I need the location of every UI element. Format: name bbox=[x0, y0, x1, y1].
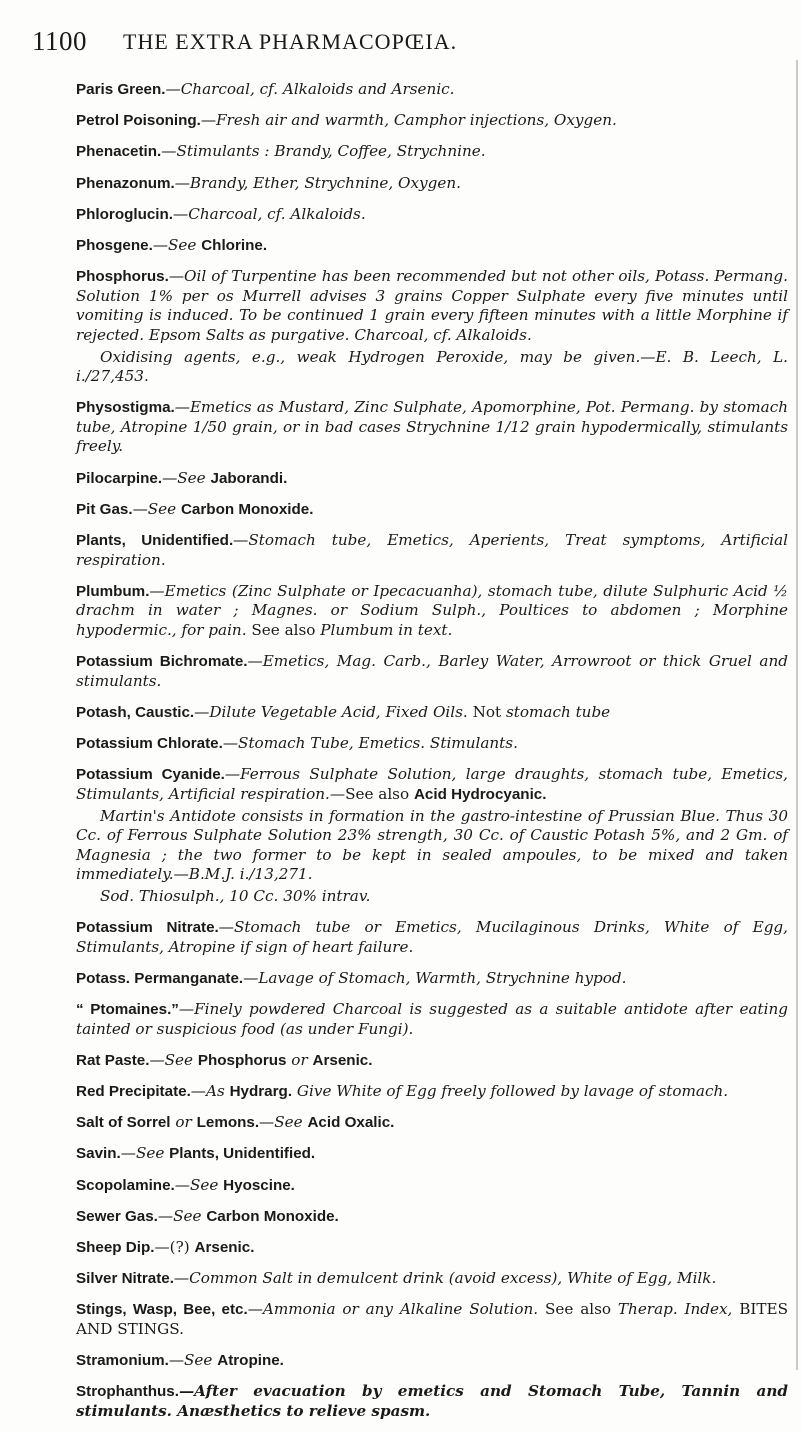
entry-term: Scopolamine. bbox=[76, 1176, 175, 1194]
entry-term: Sheep Dip. bbox=[76, 1238, 155, 1256]
entry-text: —Common Salt in demulcent drink (avoid excess), White of Egg, Milk. bbox=[173, 1269, 717, 1288]
entry-potash-caustic bbox=[76, 703, 788, 723]
entry-text: —Dilute Vegetable Acid, Fixed Oils. bbox=[194, 702, 468, 721]
entry-see-also: See also bbox=[544, 1300, 612, 1319]
entry-term: Petrol Poisoning. bbox=[76, 112, 201, 130]
entry-text: —See bbox=[168, 1351, 213, 1370]
entry-text: —After evacuation by emetics and Stomach Tube, Tannin and stimulants. Anæsthetics to relieve spasm. bbox=[76, 1382, 788, 1420]
entry-term: Potassium Chlorate. bbox=[76, 735, 223, 753]
entry-red-precipitate bbox=[76, 1082, 788, 1102]
entry-term: Rat Paste. bbox=[76, 1051, 150, 1069]
entry-term: Lemons. bbox=[196, 1114, 260, 1132]
entry-text: —See bbox=[174, 1175, 219, 1194]
entry-text: —See bbox=[259, 1113, 303, 1132]
entry-sewer-gas bbox=[76, 1207, 788, 1227]
entry-text: Sod. Thiosulph., 10 Cc. 30% intrav. bbox=[100, 886, 371, 905]
entry-text: —As bbox=[190, 1082, 225, 1101]
entry-term: Salt of Sorrel bbox=[76, 1114, 171, 1132]
entry-text: —See bbox=[162, 468, 206, 487]
entry-phenacetin bbox=[76, 142, 788, 162]
entry-text: —Brandy, Ether, Strychnine, Oxygen. bbox=[174, 173, 461, 192]
entry-xref: Jaborandi. bbox=[210, 469, 288, 487]
entry-potassium-nitrate bbox=[76, 918, 788, 957]
entry-term: Potass. Permanganate. bbox=[76, 969, 244, 987]
entry-term: Stramonium. bbox=[76, 1352, 169, 1370]
entry-text: —Finely powdered Charcoal is suggested as a suitable antidote after eating tainted or suspicious food (as under Fungi). bbox=[76, 1000, 788, 1038]
entry-xref: Hyoscine. bbox=[223, 1176, 295, 1194]
entry-salt-of-sorrel bbox=[76, 1113, 788, 1133]
entry-potassium-cyanide bbox=[76, 765, 788, 804]
entry-phosgene bbox=[76, 236, 788, 256]
entry-xref: Arsenic. bbox=[312, 1051, 373, 1069]
entry-potassium-cyanide-continuation-2 bbox=[76, 887, 788, 907]
entry-text: Oxidising agents, e.g., weak Hydrogen Peroxide, may be given.—E. B. Leech, L. i./27,453. bbox=[76, 347, 788, 386]
entry-text: —See bbox=[132, 499, 177, 518]
entry-term: Savin. bbox=[76, 1145, 121, 1163]
entry-see-also: —See also bbox=[329, 784, 410, 803]
page-header bbox=[32, 26, 792, 57]
entry-text: —Emetics as Mustard, Zinc Sulphate, Apomorphine, Pot. Permang. by stomach tube, Atropine 1/50 grain, or in bad cases Strychnine 1/12 grain hypodermically, stimulants freely. bbox=[76, 398, 788, 456]
entry-text: —Emetics (Zinc Sulphate or Ipecacuanha), stomach tube, dilute Sulphuric Acid ½ drachm in water ; Magnes. or Sodium Sulph., Poultices to abdomen ; Morphine hypodermic., for pain. bbox=[76, 581, 788, 639]
entry-rat-paste bbox=[76, 1051, 788, 1071]
margin-rule bbox=[796, 60, 798, 1370]
entry-text: —Emetics, Mag. Carb., Barley Water, Arrowroot or thick Gruel and stimulants. bbox=[76, 652, 788, 690]
entry-xref: BITES AND STINGS. bbox=[76, 1300, 789, 1338]
entry-term: Stings, Wasp, Bee, etc. bbox=[76, 1301, 248, 1319]
entry-silver-nitrate bbox=[76, 1269, 788, 1289]
entry-text: —Lavage of Stomach, Warmth, Strychnine hypod. bbox=[243, 968, 627, 987]
entry-term: Silver Nitrate. bbox=[76, 1270, 174, 1288]
entry-see-also: See also bbox=[251, 621, 316, 639]
entry-term: Sewer Gas. bbox=[76, 1207, 158, 1225]
entry-pit-gas bbox=[76, 500, 788, 520]
entry-xref: Acid Hydrocyanic. bbox=[413, 785, 547, 803]
entry-term: Phenacetin. bbox=[76, 143, 162, 161]
entry-term: Plants, Unidentified. bbox=[76, 532, 234, 550]
entry-text: —See bbox=[120, 1144, 165, 1163]
entry-potassium-bichromate bbox=[76, 652, 788, 691]
entry-xref: Plants, Unidentified. bbox=[169, 1145, 316, 1163]
entry-text: —Charcoal, cf. Alkaloids. bbox=[173, 204, 366, 223]
entry-text: —See bbox=[157, 1206, 202, 1225]
entry-text: or bbox=[291, 1050, 308, 1069]
entry-plants-unidentified bbox=[76, 531, 788, 570]
entry-xref: Carbon Monoxide. bbox=[180, 500, 314, 518]
entry-term: Pilocarpine. bbox=[76, 469, 163, 487]
entry-plumbum bbox=[76, 582, 788, 641]
entry-xref: Atropine. bbox=[217, 1352, 284, 1370]
entry-text: —Ferrous Sulphate Solution, large draughts, stomach tube, Emetics, Stimulants, Artificial respiration. bbox=[76, 765, 788, 803]
entry-sheep-dip bbox=[76, 1238, 788, 1258]
entry-savin bbox=[76, 1144, 788, 1164]
entry-term: Phloroglucin. bbox=[76, 205, 174, 223]
entry-term: Phosphorus. bbox=[76, 268, 169, 286]
entry-term: Paris Green. bbox=[76, 81, 166, 98]
entry-note: Not bbox=[472, 702, 502, 721]
entry-text: —Oil of Turpentine has been recommended but not other oils, Potass. Permang. Solution 1% per os Murrell advises 3 grains Copper Sulphate every five minutes until vomiting is induced. To be continued 1 grain every fifteen minutes with a little Morphine if rejected. Epsom Salts as purgative. Charcoal, cf. Alkaloids. bbox=[76, 267, 788, 344]
entry-term: Potash, Caustic. bbox=[76, 703, 195, 721]
entry-scopolamine bbox=[76, 1176, 788, 1196]
entry-term: Phenazonum. bbox=[76, 174, 175, 192]
entry-physostigma bbox=[76, 398, 788, 457]
entry-text: —Ammonia or any Alkaline Solution. bbox=[247, 1300, 539, 1319]
entry-term: Plumbum. bbox=[76, 582, 150, 600]
entry-term: Potassium Bichromate. bbox=[76, 653, 248, 671]
running-head: THE EXTRA PHARMACOPŒIA. bbox=[123, 28, 458, 54]
entry-text: —Stomach tube, Emetics, Aperients, Treat symptoms, Artificial respiration. bbox=[76, 531, 788, 569]
entry-term: Red Precipitate. bbox=[76, 1083, 191, 1101]
entry-ptomaines bbox=[76, 1000, 788, 1039]
entry-text: Give White of Egg freely followed by lavage of stomach. bbox=[296, 1082, 729, 1101]
entry-xref: Chlorine. bbox=[201, 236, 268, 254]
entry-list bbox=[76, 80, 788, 1433]
entry-text: —See bbox=[149, 1050, 194, 1069]
page-number: 1100 bbox=[32, 26, 87, 56]
entry-phosphorus bbox=[76, 267, 788, 345]
entry-text: or bbox=[175, 1113, 192, 1132]
entry-phloroglucin bbox=[76, 205, 788, 225]
entry-term: Potassium Cyanide. bbox=[76, 766, 225, 784]
entry-xref: Acid Oxalic. bbox=[307, 1114, 395, 1132]
entry-xref: Phosphorus bbox=[197, 1051, 287, 1069]
entry-text: Martin's Antidote consists in formation in the gastro-intestine of Prussian Blue. Thus 30 Cc. of Ferrous Sulphate Solution 23% strength, 30 Cc. of Caustic Potash 5%, and 2 Gm. of Magnesia ; the two former to be kept in sealed ampoules, to be mixed and taken immediately.—B.M.J. i./13,271. bbox=[76, 806, 788, 884]
entry-potassium-cyanide-continuation bbox=[76, 807, 788, 885]
entry-text: —(?) bbox=[154, 1237, 190, 1256]
entry-strophanthus bbox=[76, 1382, 788, 1421]
entry-text: —Stomach tube or Emetics, Mucilaginous Drinks, White of Egg, Stimulants, Atropine if sign of heart failure. bbox=[76, 918, 788, 956]
entry-text: —See bbox=[152, 235, 197, 254]
entry-stings bbox=[76, 1300, 788, 1339]
entry-text: stomach tube bbox=[505, 702, 611, 721]
entry-term: Pit Gas. bbox=[76, 500, 133, 518]
entry-phosphorus-continuation bbox=[76, 348, 788, 387]
entry-term: Physostigma. bbox=[76, 399, 175, 417]
entry-stramonium bbox=[76, 1351, 788, 1371]
entry-text: Therap. Index, bbox=[617, 1300, 733, 1319]
entry-xref: Hydrarg. bbox=[229, 1083, 293, 1101]
entry-potassium-chlorate bbox=[76, 734, 788, 754]
entry-text: —Fresh air and warmth, Camphor injections, Oxygen. bbox=[200, 111, 617, 130]
entry-potass-permanganate bbox=[76, 969, 788, 989]
entry-term: Phosgene. bbox=[76, 236, 153, 254]
entry-xref: Arsenic. bbox=[194, 1238, 255, 1256]
entry-petrol-poisoning bbox=[76, 111, 788, 131]
entry-text: —Stomach Tube, Emetics. Stimulants. bbox=[222, 734, 518, 753]
entry-text: —Stimulants : Brandy, Coffee, Strychnine. bbox=[161, 142, 486, 161]
entry-term: Strophanthus. bbox=[76, 1383, 179, 1401]
entry-term: “ Ptomaines.” bbox=[76, 1001, 179, 1019]
entry-paris-green bbox=[76, 80, 788, 100]
entry-text: —Charcoal, cf. Alkaloids and Arsenic. bbox=[165, 80, 455, 98]
entry-term: Potassium Nitrate. bbox=[76, 919, 219, 937]
entry-text: Plumbum in text. bbox=[320, 621, 453, 639]
entry-phenazonum bbox=[76, 174, 788, 194]
entry-xref: Carbon Monoxide. bbox=[206, 1207, 339, 1225]
entry-pilocarpine bbox=[76, 469, 788, 489]
